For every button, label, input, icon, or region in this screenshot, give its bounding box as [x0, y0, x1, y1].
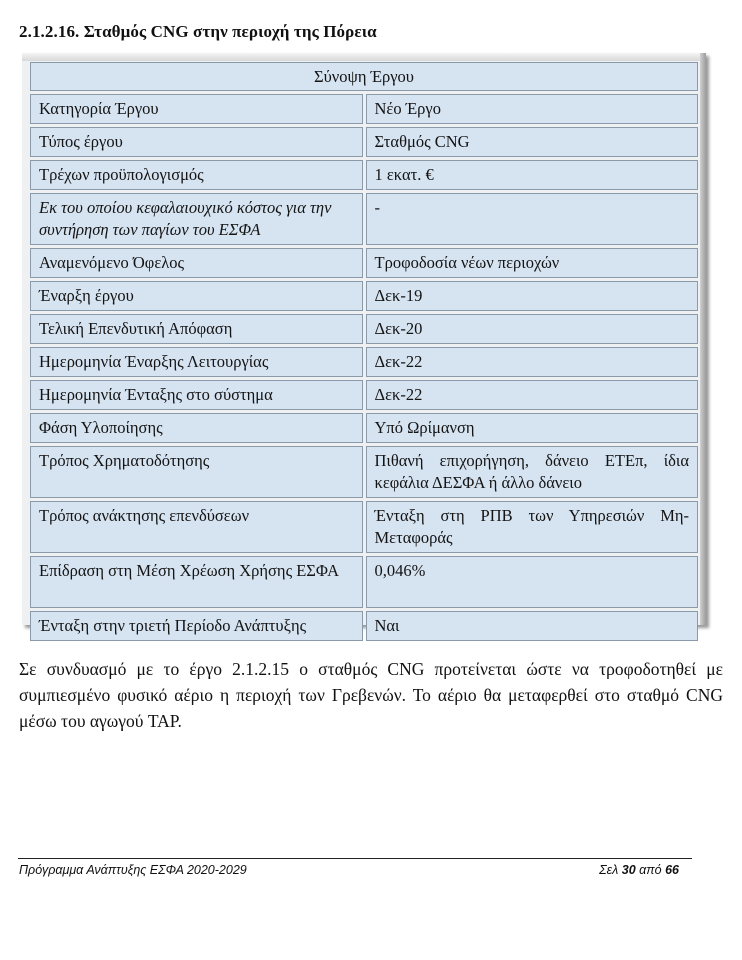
row-value-project-type: Σταθμός CNG: [366, 127, 699, 157]
row-value-system-integration-date: Δεκ-22: [366, 380, 699, 410]
row-value-operation-start-date: Δεκ-22: [366, 347, 699, 377]
table-row: [30, 347, 698, 377]
row-value-three-year-period-inclusion: Ναι: [366, 611, 699, 641]
table-row: [30, 611, 698, 641]
table-row: [30, 248, 698, 278]
row-label-financing-method: Τρόπος Χρηματοδότησης: [30, 446, 363, 498]
row-label-average-usage-charge-impact: Επίδραση στη Μέση Χρέωση Χρήσης ΕΣΦΑ: [30, 556, 363, 608]
footer-document-title: Πρόγραμμα Ανάπτυξης ΕΣΦΑ 2020-2029: [19, 863, 247, 877]
row-value-implementation-phase: Υπό Ωρίμανση: [366, 413, 699, 443]
table-row: [30, 281, 698, 311]
table-row: [30, 314, 698, 344]
row-label-investment-recovery: Τρόπος ανάκτησης επενδύσεων: [30, 501, 363, 553]
table-row: [30, 127, 698, 157]
table-row: [30, 556, 698, 608]
row-label-current-budget: Τρέχων προϋπολογισμός: [30, 160, 363, 190]
row-label-project-category: Κατηγορία Έργου: [30, 94, 363, 124]
table-row: [30, 446, 698, 498]
row-label-final-investment-decision: Τελική Επενδυτική Απόφαση: [30, 314, 363, 344]
project-summary-table-wrapper: [27, 59, 701, 644]
section-heading: 2.1.2.16. Σταθμός CNG στην περιοχή της Πόρεια: [19, 22, 377, 41]
row-label-operation-start-date: Ημερομηνία Έναρξης Λειτουργίας: [30, 347, 363, 377]
row-value-expected-benefit: Τροφοδοσία νέων περιοχών: [366, 248, 699, 278]
row-value-financing-method: Πιθανή επιχορήγηση, δάνειο ΕΤΕπ, ίδια κεφάλια ΔΕΣΦΑ ή άλλο δάνειο: [366, 446, 699, 498]
row-label-project-start: Έναρξη έργου: [30, 281, 363, 311]
row-value-project-start: Δεκ-19: [366, 281, 699, 311]
table-row: [30, 94, 698, 124]
row-label-three-year-period-inclusion: Ένταξη στην τριετή Περίοδο Ανάπτυξης: [30, 611, 363, 641]
page-prefix: Σελ: [599, 863, 619, 877]
table-row: [30, 160, 698, 190]
table-header-cell: Σύνοψη Έργου: [30, 62, 698, 91]
row-label-implementation-phase: Φάση Υλοποίησης: [30, 413, 363, 443]
page-separator: από: [639, 863, 662, 877]
table-row: [30, 193, 698, 245]
row-value-current-budget: 1 εκατ. €: [366, 160, 699, 190]
row-value-final-investment-decision: Δεκ-20: [366, 314, 699, 344]
body-paragraph: Σε συνδυασμό με το έργο 2.1.2.15 ο σταθμός CNG προτείνεται ώστε να τροφοδοτηθεί με συμπιεσμένο φυσικό αέριο η περιοχή των Γρεβενών. Το αέριο θα μεταφερθεί στο σταθμό CNG μέσω του αγωγού TAP.: [19, 659, 723, 731]
table-row: [30, 501, 698, 553]
page-total: 66: [665, 863, 679, 877]
project-summary-table: [27, 59, 701, 644]
row-value-investment-recovery: Ένταξη στη ΡΠΒ των Υπηρεσιών Μη-Μεταφοράς: [366, 501, 699, 553]
row-value-capital-maintenance-cost: -: [366, 193, 699, 245]
row-value-average-usage-charge-impact: 0,046%: [366, 556, 699, 608]
row-label-expected-benefit: Αναμενόμενο Όφελος: [30, 248, 363, 278]
row-label-system-integration-date: Ημερομηνία Ένταξης στο σύστημα: [30, 380, 363, 410]
row-label-project-type: Τύπος έργου: [30, 127, 363, 157]
footer-divider: [18, 858, 692, 859]
table-header-row: [30, 62, 698, 91]
footer-page-indicator: [599, 863, 679, 877]
row-value-project-category: Νέο Έργο: [366, 94, 699, 124]
page-number: 30: [621, 863, 636, 877]
table-row: [30, 413, 698, 443]
row-label-capital-maintenance-cost: Εκ του οποίου κεφαλαιουχικό κόστος για την συντήρηση των παγίων του ΕΣΦΑ: [30, 193, 363, 245]
table-row: [30, 380, 698, 410]
